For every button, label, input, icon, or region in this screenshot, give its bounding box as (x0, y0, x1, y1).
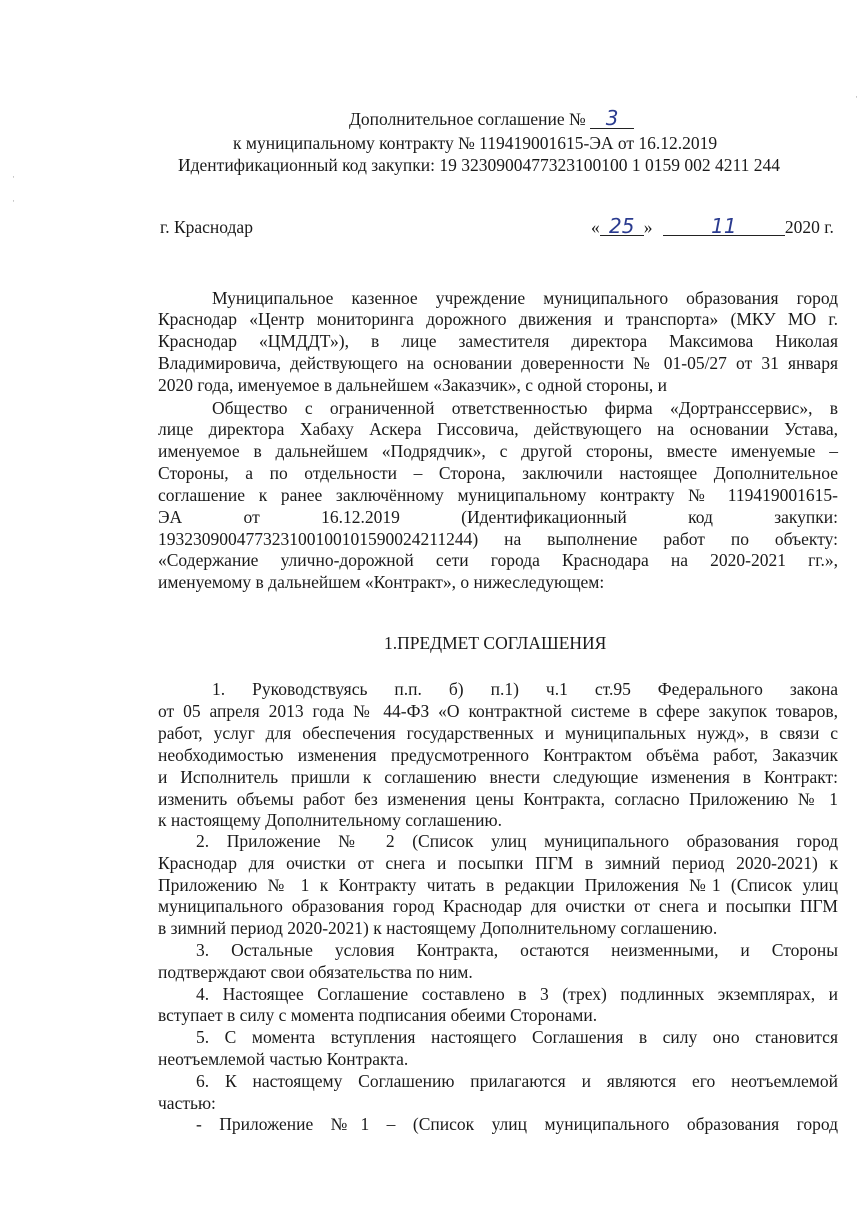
date-day-handwritten: 25 (600, 217, 644, 236)
text-line: соглашение к ранее заключённому муниципальному контракту № 119419001615- (158, 485, 838, 505)
text-line: «Содержание улично-дорожной сети города Краснодара на 2020-2021 гг.», (158, 550, 838, 570)
text-line: изменить объемы работ без изменения цены Контракта, согласно Приложению № 1 (158, 789, 838, 809)
text-line: подтверждают свои обязательства по ним. (158, 962, 473, 982)
date-close-quote: » (643, 217, 653, 237)
text-line: неотъемлемой частью Контракта. (158, 1049, 409, 1069)
date-line (591, 216, 834, 238)
header-ident-line: Идентификационный код закупки: 19 3230900477323100100 1 0159 002 4211 244 (178, 155, 780, 175)
header-title-prefix: Дополнительное соглашение № (349, 109, 586, 129)
header-contract-line: к муниципальному контракту № 119419001615-ЭА от 16.12.2019 (233, 133, 718, 153)
text-line: Владимировича, действующего на основании доверенности № 01-05/27 от 31 января (158, 353, 838, 373)
text-line: 1. Руководствуясь п.п. б) п.1) ч.1 ст.95 Федерального закона (212, 679, 838, 699)
text-line: работ, услуг для обеспечения государственных и муниципальных нужд», в связи с (158, 723, 838, 743)
text-line: 6. К настоящему Соглашению прилагаются и являются его неотъемлемой (196, 1071, 838, 1091)
text-line: - Приложение №1 – (Список улиц муниципального образования город (196, 1114, 838, 1134)
scan-speck: · (12, 196, 15, 206)
text-line: Общество с ограниченной ответственностью фирма «Дортранссервис», в (212, 398, 838, 418)
text-line: Приложению № 1 к Контракту читать в редакции Приложения №1 (Список улиц (158, 875, 838, 895)
date-open-quote: « (591, 217, 600, 237)
text-line: именуемое в дальнейшем «Подрядчик», с другой стороны, вместе именуемые – (158, 441, 838, 461)
text-line: от 05 апреля 2013 года № 44-ФЗ «О контрактной системе в сфере закупок товаров, (158, 701, 838, 721)
text-line: необходимостью изменения предусмотренного Контрактом объёма работ, Заказчик (158, 745, 838, 765)
text-line: и Исполнитель пришли к соглашению внести следующие изменения в Контракт: (158, 767, 838, 787)
text-line: 5. С момента вступления настоящего Соглашения в силу оно становится (196, 1027, 838, 1047)
text-line: к настоящему Дополнительному соглашению. (158, 810, 502, 830)
agreement-number-handwritten: 3 (590, 108, 634, 129)
text-line: именуемому в дальнейшем «Контракт», о нижеследующем: (158, 572, 605, 592)
scan-speck: · (855, 92, 858, 102)
header-title (349, 108, 634, 130)
text-line: 2020 года, именуемое в дальнейшем «Заказчик», с одной стороны, и (158, 375, 668, 395)
text-line: 2. Приложение № 2 (Список улиц муниципального образования город (196, 831, 838, 851)
scan-speck: · (12, 172, 15, 182)
text-line: 3. Остальные условия Контракта, остаются неизменными, и Стороны (196, 940, 838, 960)
text-line: ЭА от 16.12.2019 (Идентификационный код закупки: (158, 507, 838, 527)
text-line: Муниципальное казенное учреждение муниципального образования город (212, 288, 838, 308)
text-line: Краснодар «ЦМДДТ»), в лице заместителя директора Максимова Николая (158, 331, 838, 351)
text-line: частью: (158, 1093, 216, 1113)
date-year: 2020 г. (784, 217, 834, 237)
text-line: Стороны, а по отдельности – Сторона, заключили настоящее Дополнительное (158, 463, 838, 483)
text-line: 193230900477323100100101590024211244) на выполнение работ по объекту: (158, 529, 838, 549)
text-line: 4. Настоящее Соглашение составлено в 3 (трех) подлинных экземплярах, и (196, 984, 838, 1004)
city-label: г. Краснодар (160, 217, 253, 237)
text-line: муниципального образования город Краснодар для очистки от снега и посыпки ПГМ (158, 896, 838, 916)
date-month-handwritten: 11 (663, 217, 785, 236)
text-line: лице директора Хабаху Аскера Гиссовича, действующего на основании Устава, (158, 419, 838, 439)
text-line: вступает в силу с момента подписания обеими Сторонами. (158, 1005, 598, 1025)
text-line: Краснодар для очистки от снега и посыпки ПГМ в зимний период 2020-2021) к (158, 853, 838, 873)
text-line: в зимний период 2020-2021) к настоящему Дополнительному соглашению. (158, 918, 718, 938)
text-line: Краснодар «Центр мониторинга дорожного движения и транспорта» (МКУ МО г. (158, 309, 838, 329)
section-title: 1.ПРЕДМЕТ СОГЛАШЕНИЯ (384, 633, 607, 653)
